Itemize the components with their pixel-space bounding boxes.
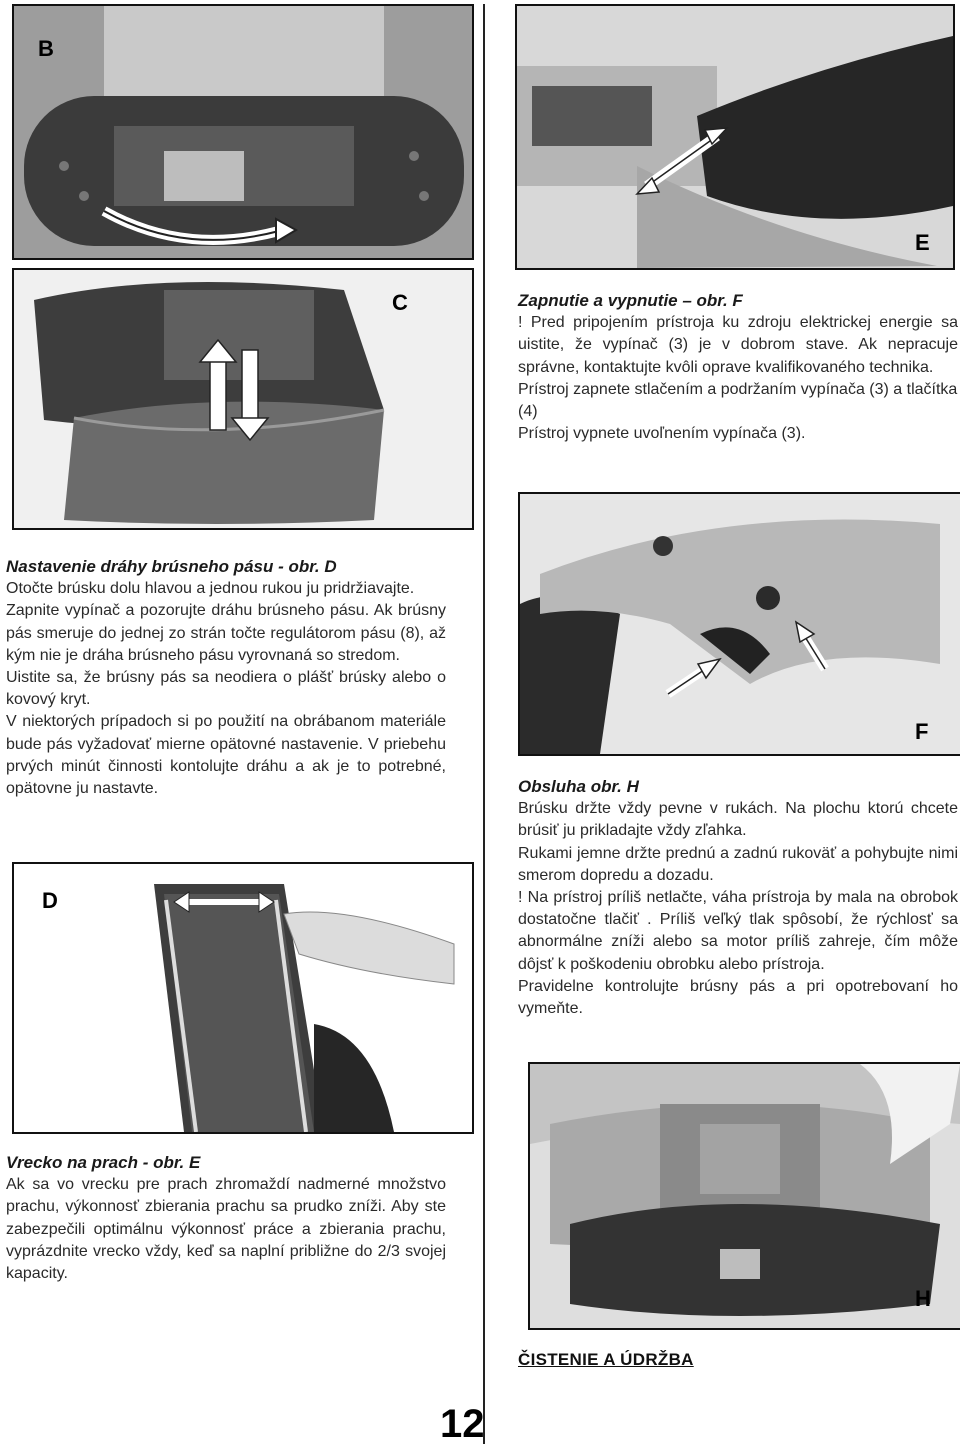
section-dust-bag-heading: Vrecko na prach - obr. E: [6, 1153, 201, 1172]
section-operation: [518, 776, 958, 1020]
switch-paragraph: Prístroj zapnete stlačením a podržaním vypínača (3) a tlačítka (4): [518, 380, 958, 421]
section-operation-heading: Obsluha obr. H: [518, 777, 639, 796]
switch-paragraph: Prístroj vypnete uvoľnením vypínača (3).: [518, 425, 806, 443]
switch-handle-illustration: [520, 494, 960, 754]
figure-d-photo: [12, 862, 474, 1134]
dust-bag-illustration: [517, 6, 953, 268]
figure-h-photo: [528, 1062, 960, 1330]
section-cleaning-title: ČISTENIE A ÚDRŽBA: [518, 1350, 694, 1369]
belt-track-paragraph: Zapnite vypínač a pozorujte dráhu brúsneho pásu. Ak brúsny pás smeruje do jednej zo strán točte regulátorom pásu (8), až kým nie je dráha brúsneho pásu vyrovnaná so stredom.: [6, 602, 446, 664]
operation-paragraph: Brúsku držte vždy pevne v rukách. Na plochu ktorú chcete brúsiť ju prikladajte vždy zľahka.: [518, 800, 958, 840]
belt-track-paragraph: Uistite sa, že brúsny pás sa neodiera o plášť brúsky alebo o kovový kryt.: [6, 669, 446, 709]
figure-c-photo: [12, 268, 474, 530]
switch-paragraph: ! Pred pripojením prístroja ku zdroju elektrickej energie sa uistite, že vypínač (3) je v dobrom stave. Ak nepracuje správne, kontaktujte kvôli oprave kvalifikovaného technika.: [518, 314, 958, 376]
figure-label-f: F: [915, 719, 929, 744]
belt-track-paragraph: V niektorých prípadoch si po použití na obrábanom materiále bude pás vyžadovať mierne opätovné nastavenie. V priebehu prvých minút činnosti kontolujte dráhu a ak je to potrebné, opätovne ju nastavte.: [6, 713, 446, 798]
figure-label-c: C: [392, 290, 408, 315]
section-belt-track: [6, 556, 446, 800]
page-number: 12: [440, 1402, 485, 1446]
figure-b-photo: [12, 4, 474, 260]
operation-paragraph: Pravidelne kontrolujte brúsny pás a pri opotrebovaní ho vymeňte.: [518, 977, 958, 1018]
dust-bag-paragraph: Ak sa vo vrecku pre prach zhromaždí nadmerné množstvo prachu, výkonnosť zbierania prachu sa prudko zníži. Aby ste zabezpečili optimálnu výkonnosť práce a zbierania prachu, vyprázdnite vrecko vždy, keď sa naplní približne do 2/3 svojej kapacity.: [6, 1176, 446, 1283]
operation-paragraph: ! Na prístroj príliš netlačte, váha prístroja by mala na obrobok dostatočne tlačiť . Príliš veľký tlak spôsobí, že rýchlosť sa abnormálne zníži alebo sa motor príliš zahreje, čím môže dôjsť k poškodeniu obrobku alebo prístroja.: [518, 889, 958, 973]
belt-tracking-illustration: [14, 864, 472, 1132]
figure-label-d: D: [42, 888, 58, 913]
sanding-operation-illustration: [530, 1064, 960, 1328]
section-switch-heading: Zapnutie a vypnutie – obr. F: [518, 291, 743, 310]
figure-label-h: H: [915, 1286, 931, 1311]
figure-e-photo: [515, 4, 955, 270]
column-divider: [483, 4, 485, 1444]
figure-label-b: B: [38, 36, 54, 61]
belt-track-paragraph: Otočte brúsku dolu hlavou a jednou rukou ju pridržiavajte.: [6, 580, 415, 598]
belt-sander-underside-illustration: [14, 6, 472, 258]
operation-paragraph: Rukami jemne držte prednú a zadnú rukoväť a pohybujte nimi smerom dopredu a dozadu.: [518, 844, 958, 884]
figure-f-photo: [518, 492, 960, 756]
section-switch: [518, 290, 958, 445]
section-dust-bag: [6, 1152, 446, 1285]
section-belt-track-heading: Nastavenie dráhy brúsneho pásu - obr. D: [6, 557, 337, 576]
figure-label-e: E: [915, 230, 930, 255]
